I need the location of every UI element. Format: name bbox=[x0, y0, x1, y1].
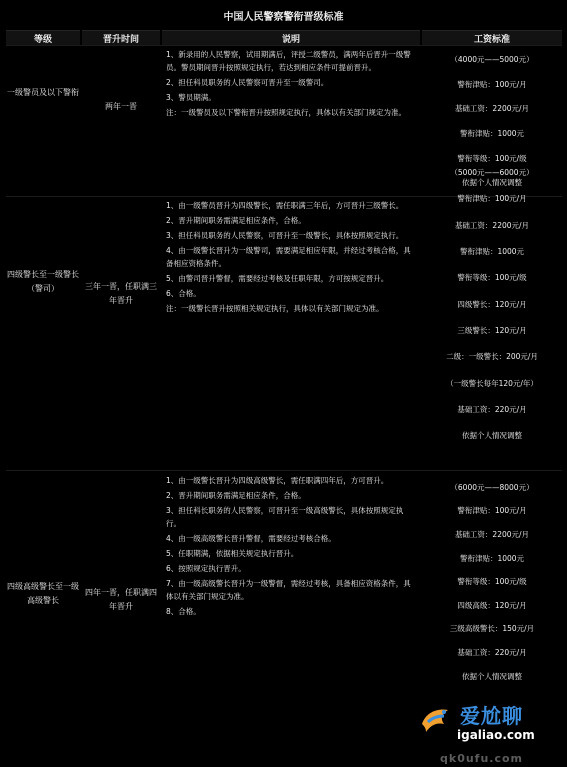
group3-pay-line: 三级高级警长：150元/月 bbox=[449, 624, 535, 634]
group2-desc-line: 2、晋升期间职务需满足相应条件，合格。 bbox=[166, 216, 306, 225]
group2-pay bbox=[422, 160, 562, 449]
group2-desc-line: 注：一级警长晋升按照相关规定执行，具体以有关部门规定为准。 bbox=[166, 304, 384, 313]
header-level: 等级 bbox=[6, 30, 80, 46]
group3-desc-line: 3、担任科长职务的人民警察，可晋升至一级高级警长，具体按照规定执行。 bbox=[166, 506, 404, 528]
group2-desc-line: 4、由一级警长晋升为一级警司，需要满足相应年限，并经过考核合格，具备相应资格条件。 bbox=[166, 246, 411, 268]
group2-pay-line: 警衔津贴：1000元 bbox=[459, 247, 525, 257]
row-divider bbox=[6, 45, 562, 46]
watermark-domain: igaliao.com bbox=[457, 728, 535, 742]
group3-desc-line: 2、晋升期间职务需满足相应条件，合格。 bbox=[166, 491, 306, 500]
row-divider bbox=[6, 470, 562, 471]
group3-desc-line: 4、由一级高级警长晋升警督，需要经过考核合格。 bbox=[166, 534, 336, 543]
group2-desc-line: 1、由一级警员晋升为四级警长，需任职满三年后，方可晋升三级警长。 bbox=[166, 201, 404, 210]
group1-desc-line: 2、担任科员职务的人民警察可晋升至一级警司。 bbox=[166, 78, 329, 87]
group2-pay-line: （5000元——6000元） bbox=[450, 168, 534, 178]
group3-pay bbox=[422, 476, 562, 688]
group1-desc-line: 3、警员期满。 bbox=[166, 93, 216, 102]
group1-pay-line: 警衔等级：100元/级 bbox=[457, 153, 527, 163]
group2-description bbox=[166, 199, 418, 317]
group2-pay-line: （一级警长每年120元/年） bbox=[446, 378, 538, 388]
group3-desc-line: 1、由一级警长晋升为四级高级警长，需任职满四年后，方可晋升。 bbox=[166, 476, 389, 485]
group2-desc-line: 3、担任科员职务的人民警察，可晋升至一级警长，具体按照规定执行。 bbox=[166, 231, 404, 240]
group3-pay-line: 依据个人情况调整 bbox=[462, 671, 522, 681]
group1-time: 两年一晋 bbox=[105, 102, 137, 111]
group1-pay-line: 警衔津贴：100元/月 bbox=[457, 79, 527, 89]
group1-pay-line: 警衔津贴：1000元 bbox=[459, 129, 525, 139]
group3-desc-line: 8、合格。 bbox=[166, 607, 201, 616]
group2-pay-line: 二级：一级警长：200元/月 bbox=[446, 352, 538, 362]
group2-pay-line: 基础工资：220元/月 bbox=[457, 404, 527, 414]
group3-desc-line: 5、任职期满，依据相关规定执行晋升。 bbox=[166, 549, 299, 558]
group3-desc-line: 7、由一级高级警长晋升为一级警督，需经过考核，具备相应资格条件，具体以有关部门规定为准。 bbox=[166, 579, 411, 601]
header-pay: 工资标准 bbox=[422, 30, 562, 46]
group3-pay-line: 警衔等级：100元/级 bbox=[457, 577, 527, 587]
group1-description bbox=[166, 48, 418, 121]
group3-pay-line: 基础工资：2200元/月 bbox=[454, 529, 530, 539]
group2-pay-line: 警衔津贴：100元/月 bbox=[457, 194, 527, 204]
group1-desc-line: 注：一级警员及以下警衔晋升按照规定执行，具体以有关部门规定为准。 bbox=[166, 108, 406, 117]
group3-pay-line: 警衔津贴：1000元 bbox=[459, 553, 525, 563]
group2-time: 三年一晋，任职满三年晋升 bbox=[85, 282, 157, 305]
group2-level: 四级警长至一级警长（警司） bbox=[7, 270, 79, 293]
group1-pay-line: 依据个人情况调整 bbox=[462, 178, 522, 188]
group2-pay-line: 基础工资：2200元/月 bbox=[454, 220, 530, 230]
group3-pay-line: 警衔津贴：100元/月 bbox=[457, 506, 527, 516]
group3-pay-line: 基础工资：220元/月 bbox=[457, 647, 527, 657]
watermark-domain-2: qk0ufu.com bbox=[440, 752, 524, 765]
group1-pay-line: （4000元——5000元） bbox=[450, 55, 534, 65]
group3-pay-line: （6000元——8000元） bbox=[450, 482, 534, 492]
group2-pay-line: 依据个人情况调整 bbox=[462, 431, 522, 441]
group2-pay-line: 警衔等级：100元/级 bbox=[457, 273, 527, 283]
group2-desc-line: 6、合格。 bbox=[166, 289, 201, 298]
group3-pay-line: 四级高级：120元/月 bbox=[457, 600, 527, 610]
group1-desc-line: 1、新录用的人民警察，试用期满后，评授二级警员，满两年后晋升一级警员。警员期间晋升按照规定执行，若达到相应条件可提前晋升。 bbox=[166, 50, 411, 72]
group2-desc-line: 5、由警司晋升警督，需要经过考核及任职年限，方可按规定晋升。 bbox=[166, 274, 389, 283]
document-title: 中国人民警察警衔晋级标准 bbox=[223, 12, 344, 23]
header-time: 晋升时间 bbox=[82, 30, 160, 46]
group3-time: 四年一晋，任职满四年晋升 bbox=[85, 588, 157, 611]
group3-description bbox=[166, 474, 418, 620]
group1-level: 一级警员及以下警衔 bbox=[7, 88, 79, 97]
group2-pay-line: 三级警长：120元/月 bbox=[457, 325, 527, 335]
group2-pay-line: 四级警长：120元/月 bbox=[457, 299, 527, 309]
group1-pay-line: 基础工资：2200元/月 bbox=[454, 104, 530, 114]
group3-level: 四级高级警长至一级高级警长 bbox=[7, 582, 79, 605]
header-description: 说明 bbox=[162, 30, 420, 46]
watermark-name: 爱尬聊 bbox=[460, 704, 523, 728]
group3-desc-line: 6、按照规定执行晋升。 bbox=[166, 564, 246, 573]
bird-logo-icon bbox=[418, 702, 452, 736]
